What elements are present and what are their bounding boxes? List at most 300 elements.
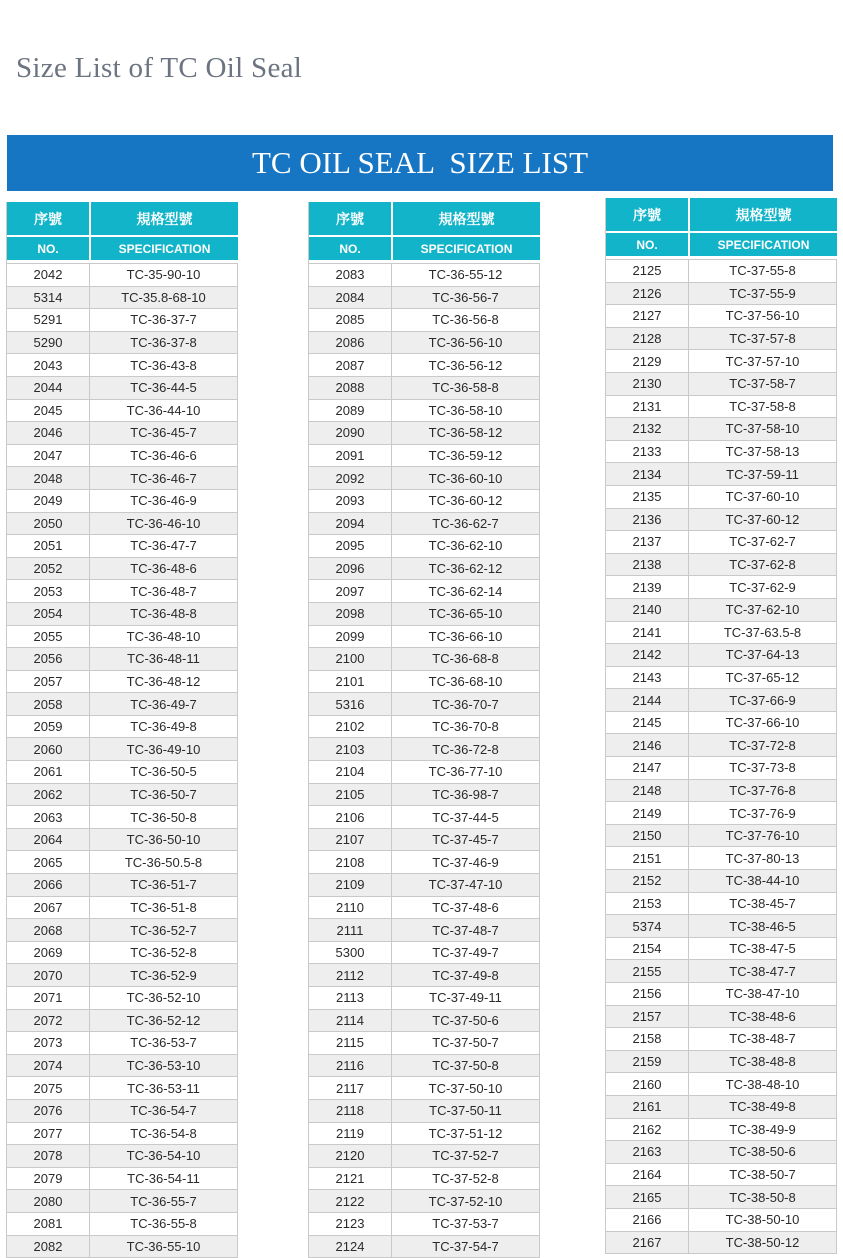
item-number: 2127 bbox=[606, 305, 689, 327]
size-table-1 bbox=[6, 202, 238, 1258]
item-specification: TC-37-57-10 bbox=[689, 350, 837, 372]
item-number: 2051 bbox=[7, 535, 90, 557]
item-number: 2166 bbox=[606, 1209, 689, 1231]
item-specification: TC-36-53-10 bbox=[90, 1055, 238, 1077]
item-specification: TC-37-76-10 bbox=[689, 825, 837, 847]
item-specification: TC-37-50-6 bbox=[392, 1010, 540, 1032]
item-number: 2140 bbox=[606, 599, 689, 621]
item-specification: TC-36-62-10 bbox=[392, 535, 540, 557]
table-row bbox=[309, 897, 540, 920]
table-row bbox=[309, 738, 540, 761]
item-specification: TC-38-50-8 bbox=[689, 1186, 837, 1208]
item-number: 5314 bbox=[7, 287, 90, 309]
item-number: 2164 bbox=[606, 1164, 689, 1186]
item-number: 2065 bbox=[7, 851, 90, 873]
no-header-en: NO. bbox=[339, 241, 361, 256]
item-number: 2047 bbox=[7, 445, 90, 467]
item-specification: TC-36-48-11 bbox=[90, 648, 238, 670]
table-row bbox=[309, 851, 540, 874]
table-row bbox=[7, 897, 238, 920]
table-row bbox=[7, 626, 238, 649]
item-number: 2083 bbox=[309, 264, 392, 286]
spec-column-header bbox=[393, 202, 540, 260]
item-number: 2060 bbox=[7, 738, 90, 760]
item-number: 2048 bbox=[7, 467, 90, 489]
item-specification: TC-37-63.5-8 bbox=[689, 622, 837, 644]
item-number: 2165 bbox=[606, 1186, 689, 1208]
table-row bbox=[309, 761, 540, 784]
item-number: 2077 bbox=[7, 1123, 90, 1145]
table-row bbox=[7, 1032, 238, 1055]
item-specification: TC-36-49-7 bbox=[90, 693, 238, 715]
spec-header-zh: 規格型號 bbox=[91, 202, 238, 237]
item-specification: TC-36-54-7 bbox=[90, 1100, 238, 1122]
item-specification: TC-36-58-12 bbox=[392, 422, 540, 444]
item-specification: TC-37-64-13 bbox=[689, 644, 837, 666]
item-number: 2159 bbox=[606, 1051, 689, 1073]
table-row bbox=[606, 757, 837, 780]
item-number: 2154 bbox=[606, 938, 689, 960]
banner-title: TC OIL SEAL SIZE LIST bbox=[251, 145, 589, 180]
table-row bbox=[606, 1051, 837, 1074]
item-specification: TC-38-49-9 bbox=[689, 1119, 837, 1141]
item-number: 2044 bbox=[7, 377, 90, 399]
table-row bbox=[309, 919, 540, 942]
item-number: 2092 bbox=[309, 467, 392, 489]
table-row bbox=[309, 1168, 540, 1191]
item-number: 2161 bbox=[606, 1096, 689, 1118]
item-number: 2084 bbox=[309, 287, 392, 309]
item-number: 5374 bbox=[606, 915, 689, 937]
table-row bbox=[7, 874, 238, 897]
table-row bbox=[606, 1073, 837, 1096]
table-row bbox=[309, 513, 540, 536]
item-number: 2155 bbox=[606, 960, 689, 982]
item-number: 2105 bbox=[309, 784, 392, 806]
table-row bbox=[309, 400, 540, 423]
item-specification: TC-36-68-8 bbox=[392, 648, 540, 670]
item-number: 2066 bbox=[7, 874, 90, 896]
item-specification: TC-38-50-10 bbox=[689, 1209, 837, 1231]
table-row bbox=[309, 942, 540, 965]
table-row bbox=[7, 287, 238, 310]
item-specification: TC-37-62-9 bbox=[689, 576, 837, 598]
item-specification: TC-36-50-8 bbox=[90, 806, 238, 828]
table-row bbox=[606, 1232, 837, 1255]
item-specification: TC-36-77-10 bbox=[392, 761, 540, 783]
item-specification: TC-37-73-8 bbox=[689, 757, 837, 779]
table-row bbox=[309, 264, 540, 287]
table-row bbox=[309, 287, 540, 310]
table-row bbox=[7, 1145, 238, 1168]
item-number: 2156 bbox=[606, 983, 689, 1005]
item-number: 2058 bbox=[7, 693, 90, 715]
table-row bbox=[606, 531, 837, 554]
table-row bbox=[606, 418, 837, 441]
item-specification: TC-36-50.5-8 bbox=[90, 851, 238, 873]
item-number: 2149 bbox=[606, 802, 689, 824]
item-specification: TC-36-55-10 bbox=[90, 1236, 238, 1258]
table-row bbox=[309, 422, 540, 445]
item-specification: TC-36-68-10 bbox=[392, 671, 540, 693]
item-specification: TC-37-50-10 bbox=[392, 1077, 540, 1099]
no-header-en: NO. bbox=[37, 241, 59, 256]
table-row bbox=[606, 870, 837, 893]
item-number: 2146 bbox=[606, 734, 689, 756]
item-number: 2113 bbox=[309, 987, 392, 1009]
item-specification: TC-37-60-12 bbox=[689, 509, 837, 531]
item-number: 2147 bbox=[606, 757, 689, 779]
item-specification: TC-37-54-7 bbox=[392, 1236, 540, 1258]
item-number: 2144 bbox=[606, 689, 689, 711]
item-specification: TC-36-44-5 bbox=[90, 377, 238, 399]
item-number: 2157 bbox=[606, 1006, 689, 1028]
item-number: 2101 bbox=[309, 671, 392, 693]
table-row bbox=[309, 535, 540, 558]
table-row bbox=[7, 1236, 238, 1258]
item-specification: TC-37-58-8 bbox=[689, 396, 837, 418]
item-specification: TC-36-46-9 bbox=[90, 490, 238, 512]
item-specification: TC-37-62-8 bbox=[689, 554, 837, 576]
item-specification: TC-36-62-12 bbox=[392, 558, 540, 580]
item-number: 5316 bbox=[309, 693, 392, 715]
table-row bbox=[7, 716, 238, 739]
item-specification: TC-36-47-7 bbox=[90, 535, 238, 557]
item-specification: TC-38-49-8 bbox=[689, 1096, 837, 1118]
item-number: 2093 bbox=[309, 490, 392, 512]
item-specification: TC-36-58-8 bbox=[392, 377, 540, 399]
item-number: 2104 bbox=[309, 761, 392, 783]
table-row bbox=[606, 509, 837, 532]
table-row bbox=[606, 712, 837, 735]
item-number: 2139 bbox=[606, 576, 689, 598]
item-number: 2059 bbox=[7, 716, 90, 738]
table-row bbox=[309, 354, 540, 377]
table-row bbox=[309, 806, 540, 829]
table-row bbox=[606, 847, 837, 870]
item-number: 2118 bbox=[309, 1100, 392, 1122]
item-number: 2042 bbox=[7, 264, 90, 286]
item-specification: TC-36-59-12 bbox=[392, 445, 540, 467]
item-specification: TC-37-53-7 bbox=[392, 1213, 540, 1235]
item-number: 2130 bbox=[606, 373, 689, 395]
item-specification: TC-36-37-8 bbox=[90, 332, 238, 354]
item-specification: TC-36-49-10 bbox=[90, 738, 238, 760]
item-number: 2136 bbox=[606, 509, 689, 531]
item-specification: TC-36-48-6 bbox=[90, 558, 238, 580]
no-header-zh: 序號 bbox=[606, 198, 688, 233]
table-row bbox=[606, 328, 837, 351]
item-specification: TC-37-49-11 bbox=[392, 987, 540, 1009]
item-number: 5290 bbox=[7, 332, 90, 354]
table-row bbox=[309, 445, 540, 468]
item-specification: TC-36-52-8 bbox=[90, 942, 238, 964]
table-row bbox=[309, 1190, 540, 1213]
table-row bbox=[606, 644, 837, 667]
size-table-3 bbox=[605, 198, 837, 1254]
table-row bbox=[309, 603, 540, 626]
item-specification: TC-37-52-7 bbox=[392, 1145, 540, 1167]
item-number: 2119 bbox=[309, 1123, 392, 1145]
item-number: 2045 bbox=[7, 400, 90, 422]
item-number: 2162 bbox=[606, 1119, 689, 1141]
item-number: 2123 bbox=[309, 1213, 392, 1235]
table-row bbox=[7, 761, 238, 784]
item-number: 2137 bbox=[606, 531, 689, 553]
table-row bbox=[309, 1010, 540, 1033]
item-specification: TC-37-66-9 bbox=[689, 689, 837, 711]
item-number: 2054 bbox=[7, 603, 90, 625]
item-number: 2153 bbox=[606, 893, 689, 915]
item-number: 2087 bbox=[309, 354, 392, 376]
item-specification: TC-37-66-10 bbox=[689, 712, 837, 734]
item-specification: TC-36-55-8 bbox=[90, 1213, 238, 1235]
table-row bbox=[606, 1186, 837, 1209]
item-specification: TC-37-50-8 bbox=[392, 1055, 540, 1077]
item-number: 2122 bbox=[309, 1190, 392, 1212]
no-column-header bbox=[606, 198, 690, 256]
item-specification: TC-36-56-8 bbox=[392, 309, 540, 331]
item-number: 2072 bbox=[7, 1010, 90, 1032]
table-row bbox=[606, 373, 837, 396]
item-number: 2134 bbox=[606, 463, 689, 485]
item-number: 2090 bbox=[309, 422, 392, 444]
table-row bbox=[606, 938, 837, 961]
table-row bbox=[309, 1077, 540, 1100]
item-specification: TC-36-70-8 bbox=[392, 716, 540, 738]
item-number: 2088 bbox=[309, 377, 392, 399]
item-specification: TC-37-47-10 bbox=[392, 874, 540, 896]
table-row bbox=[606, 554, 837, 577]
table-row bbox=[309, 1236, 540, 1258]
item-specification: TC-37-52-8 bbox=[392, 1168, 540, 1190]
item-number: 2057 bbox=[7, 671, 90, 693]
item-specification: TC-36-53-7 bbox=[90, 1032, 238, 1054]
item-number: 5300 bbox=[309, 942, 392, 964]
item-specification: TC-37-56-10 bbox=[689, 305, 837, 327]
item-number: 2131 bbox=[606, 396, 689, 418]
item-number: 2043 bbox=[7, 354, 90, 376]
item-specification: TC-36-72-8 bbox=[392, 738, 540, 760]
item-specification: TC-36-53-11 bbox=[90, 1077, 238, 1099]
item-number: 2050 bbox=[7, 513, 90, 535]
item-specification: TC-38-50-7 bbox=[689, 1164, 837, 1186]
item-number: 2082 bbox=[7, 1236, 90, 1258]
item-specification: TC-38-45-7 bbox=[689, 893, 837, 915]
spec-header-en: SPECIFICATION bbox=[420, 241, 513, 256]
table-row bbox=[606, 802, 837, 825]
item-number: 2108 bbox=[309, 851, 392, 873]
item-specification: TC-36-52-9 bbox=[90, 964, 238, 986]
item-number: 2160 bbox=[606, 1073, 689, 1095]
item-number: 2135 bbox=[606, 486, 689, 508]
item-specification: TC-37-58-7 bbox=[689, 373, 837, 395]
table-row bbox=[7, 603, 238, 626]
table-row bbox=[7, 1100, 238, 1123]
table-row bbox=[309, 1032, 540, 1055]
item-specification: TC-36-66-10 bbox=[392, 626, 540, 648]
item-number: 2076 bbox=[7, 1100, 90, 1122]
table-row bbox=[606, 1209, 837, 1232]
item-number: 2145 bbox=[606, 712, 689, 734]
table-row bbox=[309, 987, 540, 1010]
item-specification: TC-38-50-12 bbox=[689, 1232, 837, 1254]
item-specification: TC-36-49-8 bbox=[90, 716, 238, 738]
item-number: 2098 bbox=[309, 603, 392, 625]
item-specification: TC-38-48-6 bbox=[689, 1006, 837, 1028]
table-row bbox=[606, 1119, 837, 1142]
item-specification: TC-36-46-6 bbox=[90, 445, 238, 467]
table-row bbox=[7, 558, 238, 581]
item-number: 2078 bbox=[7, 1145, 90, 1167]
table-row bbox=[7, 1168, 238, 1191]
item-specification: TC-36-56-12 bbox=[392, 354, 540, 376]
item-specification: TC-36-50-7 bbox=[90, 784, 238, 806]
item-specification: TC-36-52-7 bbox=[90, 919, 238, 941]
item-specification: TC-38-50-6 bbox=[689, 1141, 837, 1163]
item-specification: TC-36-45-7 bbox=[90, 422, 238, 444]
item-number: 5291 bbox=[7, 309, 90, 331]
table-row bbox=[606, 1006, 837, 1029]
item-number: 2116 bbox=[309, 1055, 392, 1077]
item-specification: TC-37-50-11 bbox=[392, 1100, 540, 1122]
item-specification: TC-36-60-10 bbox=[392, 467, 540, 489]
table-row bbox=[7, 671, 238, 694]
item-specification: TC-38-47-7 bbox=[689, 960, 837, 982]
item-specification: TC-35.8-68-10 bbox=[90, 287, 238, 309]
table-row bbox=[606, 486, 837, 509]
item-number: 2124 bbox=[309, 1236, 392, 1258]
item-specification: TC-36-51-7 bbox=[90, 874, 238, 896]
table-row bbox=[606, 260, 837, 283]
table-row bbox=[606, 599, 837, 622]
item-number: 2120 bbox=[309, 1145, 392, 1167]
table-row bbox=[309, 874, 540, 897]
item-specification: TC-36-48-12 bbox=[90, 671, 238, 693]
item-specification: TC-36-56-7 bbox=[392, 287, 540, 309]
item-number: 2143 bbox=[606, 667, 689, 689]
item-number: 2152 bbox=[606, 870, 689, 892]
table-row bbox=[309, 580, 540, 603]
item-specification: TC-36-55-12 bbox=[392, 264, 540, 286]
item-number: 2055 bbox=[7, 626, 90, 648]
item-specification: TC-38-48-7 bbox=[689, 1028, 837, 1050]
table-row bbox=[7, 1213, 238, 1236]
item-specification: TC-38-44-10 bbox=[689, 870, 837, 892]
item-specification: TC-37-49-8 bbox=[392, 964, 540, 986]
item-number: 2061 bbox=[7, 761, 90, 783]
table-row bbox=[7, 806, 238, 829]
item-number: 2115 bbox=[309, 1032, 392, 1054]
item-specification: TC-38-47-5 bbox=[689, 938, 837, 960]
table-row bbox=[7, 1190, 238, 1213]
table-row bbox=[606, 350, 837, 373]
item-specification: TC-37-59-11 bbox=[689, 463, 837, 485]
item-specification: TC-36-56-10 bbox=[392, 332, 540, 354]
table-row bbox=[309, 467, 540, 490]
item-number: 2079 bbox=[7, 1168, 90, 1190]
item-specification: TC-36-62-14 bbox=[392, 580, 540, 602]
item-specification: TC-36-54-8 bbox=[90, 1123, 238, 1145]
size-list-banner bbox=[7, 135, 833, 191]
table-row bbox=[606, 689, 837, 712]
item-number: 2049 bbox=[7, 490, 90, 512]
item-specification: TC-37-44-5 bbox=[392, 806, 540, 828]
no-header-zh: 序號 bbox=[7, 202, 89, 237]
table-row bbox=[606, 1028, 837, 1051]
table-row bbox=[309, 1145, 540, 1168]
table-row bbox=[309, 648, 540, 671]
table-row bbox=[7, 829, 238, 852]
item-number: 2106 bbox=[309, 806, 392, 828]
item-number: 2053 bbox=[7, 580, 90, 602]
table-row bbox=[7, 1123, 238, 1146]
item-number: 2100 bbox=[309, 648, 392, 670]
item-specification: TC-36-58-10 bbox=[392, 400, 540, 422]
item-specification: TC-37-60-10 bbox=[689, 486, 837, 508]
item-number: 2081 bbox=[7, 1213, 90, 1235]
item-specification: TC-38-46-5 bbox=[689, 915, 837, 937]
table-row bbox=[309, 309, 540, 332]
table-row bbox=[606, 576, 837, 599]
table-row bbox=[309, 1213, 540, 1236]
item-number: 2073 bbox=[7, 1032, 90, 1054]
item-specification: TC-37-46-9 bbox=[392, 851, 540, 873]
item-number: 2091 bbox=[309, 445, 392, 467]
item-number: 2052 bbox=[7, 558, 90, 580]
item-number: 2133 bbox=[606, 441, 689, 463]
table-row bbox=[606, 825, 837, 848]
item-specification: TC-36-52-10 bbox=[90, 987, 238, 1009]
page-title: Size List of TC Oil Seal bbox=[16, 52, 303, 84]
table-row bbox=[7, 354, 238, 377]
item-specification: TC-36-37-7 bbox=[90, 309, 238, 331]
item-specification: TC-36-51-8 bbox=[90, 897, 238, 919]
table-row bbox=[309, 1055, 540, 1078]
table-row bbox=[7, 580, 238, 603]
item-specification: TC-36-44-10 bbox=[90, 400, 238, 422]
item-number: 2103 bbox=[309, 738, 392, 760]
item-specification: TC-36-54-10 bbox=[90, 1145, 238, 1167]
item-specification: TC-37-76-9 bbox=[689, 802, 837, 824]
item-number: 2141 bbox=[606, 622, 689, 644]
item-number: 2114 bbox=[309, 1010, 392, 1032]
item-number: 2167 bbox=[606, 1232, 689, 1254]
item-number: 2086 bbox=[309, 332, 392, 354]
table-row bbox=[7, 513, 238, 536]
item-number: 2148 bbox=[606, 780, 689, 802]
no-header-en: NO. bbox=[636, 237, 658, 252]
item-number: 2158 bbox=[606, 1028, 689, 1050]
table-row bbox=[7, 942, 238, 965]
table-row bbox=[606, 893, 837, 916]
table-row bbox=[7, 964, 238, 987]
table-row bbox=[606, 667, 837, 690]
item-specification: TC-36-98-7 bbox=[392, 784, 540, 806]
item-specification: TC-36-60-12 bbox=[392, 490, 540, 512]
item-specification: TC-36-48-10 bbox=[90, 626, 238, 648]
table-row bbox=[309, 1123, 540, 1146]
item-specification: TC-36-62-7 bbox=[392, 513, 540, 535]
table-row bbox=[7, 987, 238, 1010]
item-specification: TC-37-62-10 bbox=[689, 599, 837, 621]
item-number: 2142 bbox=[606, 644, 689, 666]
item-specification: TC-37-65-12 bbox=[689, 667, 837, 689]
item-number: 2046 bbox=[7, 422, 90, 444]
item-number: 2094 bbox=[309, 513, 392, 535]
table-row bbox=[606, 463, 837, 486]
table-row bbox=[7, 693, 238, 716]
